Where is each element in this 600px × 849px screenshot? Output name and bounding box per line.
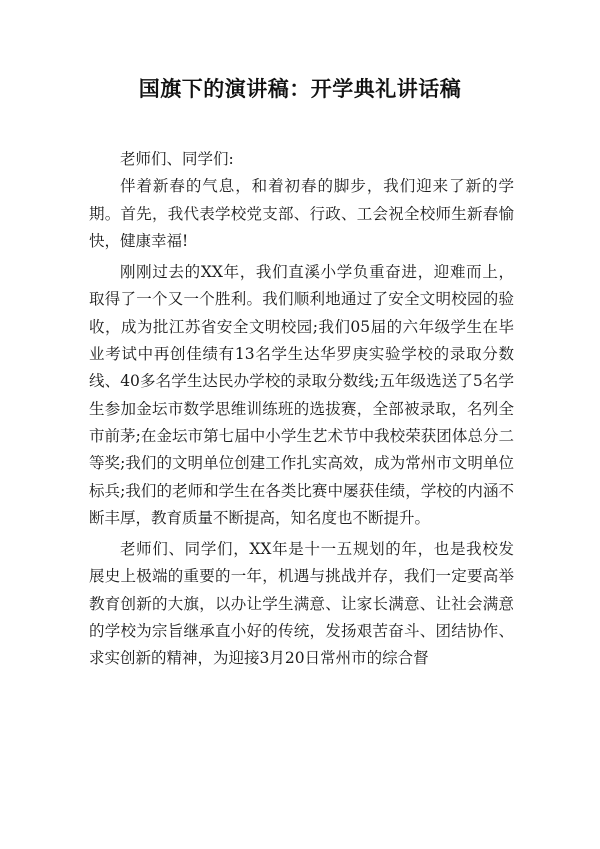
document-body [89,146,514,677]
salutation: 老师们、同学们: [120,150,234,168]
paragraph-achievements: 刚刚过去的XX年，我们直溪小学负重奋进，迎难而上，取得了一个又一个胜利。我们顺利地通过了安全文明校园的验收，成为批江苏省安全文明校园;我们05届的六年级学生在毕业考试中再创佳绩有13名学生达华罗庚实验学校的录取分数线、40多名学生达民办学校的录取分数线;五年级选送了5名学生参加金坛市数学思维训练班的选拔赛，全部被录取，名列全市前茅;在金坛市第七届中小学生艺术节中我校荣获团体总分二等奖;我们的文明单位创建工作扎实高效，成为常州市文明单位标兵;我们的老师和学生在各类比赛中屡获佳绩，学校的内涵不断丰厚，教育质量不断提高，知名度也不断提升。 [89,263,514,527]
document-title: 国旗下的演讲稿：开学典礼讲话稿 [138,77,462,101]
paragraph-goals: 老师们、同学们，XX年是十一五规划的年，也是我校发展史上极端的重要的一年，机遇与挑战并存，我们一定要高举教育创新的大旗，以办让学生满意、让家长满意、让社会满意的学校为宗旨继承直小好的传统，发扬艰苦奋斗、团结协作、求实创新的精神，为迎接3月20日常州市的综合督 [89,540,514,668]
paragraph-greeting: 伴着新春的气息，和着初春的脚步，我们迎来了新的学期。首先，我代表学校党支部、行政、工会祝全校师生新春愉快，健康幸福! [89,177,514,250]
